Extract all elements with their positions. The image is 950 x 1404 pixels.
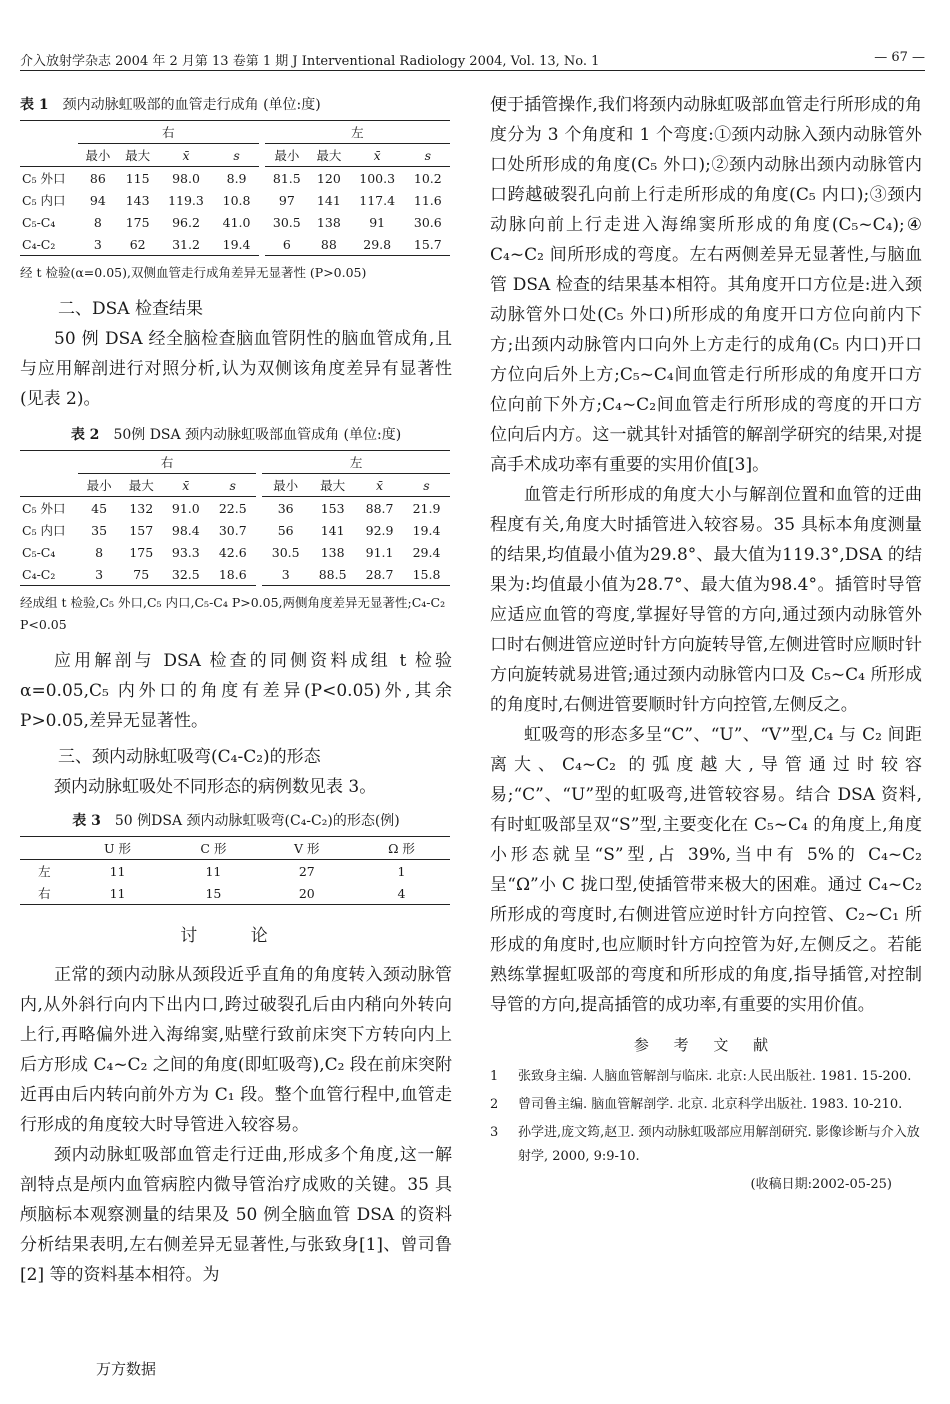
- received-date: (收稿日期:2002-05-25): [750, 1177, 892, 1192]
- table2-group-row: [20, 451, 450, 474]
- table1-cell: 8: [93, 214, 102, 230]
- table3: [20, 836, 450, 905]
- table2-row-label: C₄-C₂: [20, 563, 78, 586]
- table1-label: 表 1: [20, 97, 49, 113]
- table2-cell: 45: [91, 500, 108, 516]
- table2-cell: 29.4: [412, 544, 441, 560]
- table1-cell: 119.3: [168, 192, 204, 208]
- table2-row-label: C₅ 外口: [22, 501, 66, 516]
- table2-row: [20, 519, 450, 541]
- table2-row-label: C₅-C₄: [22, 544, 56, 560]
- table2-cell: 3: [78, 563, 120, 586]
- table1-subheader: s: [406, 144, 450, 167]
- table1-row-label: C₅ 内口: [22, 193, 66, 208]
- table1-cell: 86: [89, 170, 106, 186]
- table1-subheader: 最大: [118, 144, 158, 167]
- table2-cell: 91.0: [171, 500, 200, 516]
- table2-cell: 175: [129, 544, 154, 560]
- table1: [20, 120, 450, 256]
- table1-body: [20, 167, 450, 256]
- table2-subheader: 最大: [309, 474, 356, 497]
- table2-cell: 19.4: [412, 522, 441, 538]
- table1-cell: 10.8: [222, 192, 251, 208]
- table1-cell: 62: [118, 233, 158, 256]
- table1-cell: 100.3: [359, 170, 396, 186]
- reference-item: [490, 1065, 922, 1089]
- table3-label: 表 3: [72, 813, 101, 829]
- table2-row: [20, 541, 450, 563]
- header-journal-info: 介入放射学杂志 2004 年 2 月第 13 卷第 1 期 J Interventional Radiology 2004, Vol. 13, No. 1: [20, 54, 600, 69]
- table1-cell: 97: [278, 192, 295, 208]
- section3-paragraph: 颈内动脉虹吸处不同形态的病例数见表 3。: [54, 777, 377, 797]
- reference-item: [490, 1121, 922, 1169]
- discussion-paragraph-3: 便于插管操作,我们将颈内动脉虹吸部血管走行所形成的角度分为 3 个角度和 1 个弯度:①颈内动脉入颈内动脉管外口处所形成的角度(C₅ 外口);②颈内动脉出颈内动脉管内口跨越破裂孔向前上行走所形成的角度(C₅ 内口);③颈内动脉向前上行走进入海绵窦所形成的角度(C₅~C₄);④ C₄~C₂ 间所形成的弯度。左右两侧差异无显著性,与脑血管 DSA 检查的结果基本相符。其角度开口方位是:进入颈动脉管外口处(C₅ 外口)所形成的角度开口方位向前内下方;出颈内动脉管内口向外上方走行的成角(C₅ 内口)开口方位向后外上方;C₅~C₄间血管走行所形成的角度开口方位向前下外方;C₄~C₂间血管走行所形成的弯度的开口方位向后内方。这一就其针对插管的解剖学研究的结果,对提高手术成功率有重要的实用价值[3]。: [490, 95, 922, 475]
- table2-cell: 157: [129, 522, 154, 538]
- table3-cell: 11: [69, 882, 167, 905]
- table1-cell: 29.8: [349, 233, 406, 256]
- table3-cell: 1: [397, 863, 406, 879]
- table3-row: [20, 860, 450, 883]
- table2-cell: 42.6: [218, 544, 247, 560]
- compare-paragraph: 应用解剖与 DSA 检查的同侧资料成组 t 检验 α=0.05,C₅ 内外口的角度有差异(P<0.05)外,其余 P>0.05,差异无显著性。: [20, 651, 452, 731]
- table3-cell: 20: [261, 882, 353, 905]
- table1-row: [20, 167, 450, 190]
- reference-number: 3: [490, 1125, 499, 1140]
- table2-cell: 3: [262, 563, 309, 586]
- table2-cell: 141: [320, 522, 345, 538]
- table2-subheader: s: [209, 474, 256, 497]
- table1-cell: 115: [125, 170, 150, 186]
- discussion-title: 讨 论: [180, 926, 292, 946]
- table2-caption: [20, 424, 452, 444]
- table1-row-label: C₄-C₂: [20, 233, 78, 256]
- table2-cell: 36: [277, 500, 294, 516]
- table1-cell: 120: [316, 170, 341, 186]
- table2-row-label: C₅ 内口: [22, 523, 66, 538]
- table2-cell: 88.7: [365, 500, 394, 516]
- table3-caption: [20, 810, 452, 830]
- table2-cell: 138: [320, 544, 345, 560]
- table1-caption: [20, 94, 452, 114]
- table1-title: 颈内动脉虹吸部的血管走行成角 (单位:度): [62, 97, 321, 113]
- table3-cell: 27: [298, 863, 315, 879]
- table3-header: V 形: [261, 837, 353, 860]
- reference-text: 曾司鲁主编. 脑血管解剖学. 北京. 北京科学出版社. 1983. 10-210.: [518, 1097, 903, 1112]
- table2-cell: 18.6: [209, 563, 256, 586]
- table3-header-row: [20, 837, 450, 860]
- reference-item: [490, 1093, 922, 1117]
- table1-cell: 11.6: [413, 192, 442, 208]
- table1-subheader: x̄: [349, 144, 406, 167]
- table3-cell: 15: [166, 882, 260, 905]
- table1-cell: 98.0: [172, 170, 200, 186]
- table2-row: [20, 497, 450, 520]
- table1-group-row: [20, 121, 450, 144]
- table2-subheader: x̄: [356, 474, 403, 497]
- table3-header: Ω 形: [353, 837, 450, 860]
- table1-row: [20, 233, 450, 256]
- table1-cell: 30.6: [413, 214, 442, 230]
- section2-paragraph: 50 例 DSA 经全脑检查脑血管阴性的脑血管成角,且与应用解剖进行对照分析,认为双侧该角度差异有显著性(见表 2)。: [20, 329, 452, 409]
- table2-cell: 92.9: [365, 522, 394, 538]
- table3-row: [20, 882, 450, 905]
- table1-subheader: s: [214, 144, 258, 167]
- page-number: — 67 —: [874, 50, 925, 65]
- table1-cell: 10.2: [413, 170, 442, 186]
- table1-cell: 117.4: [359, 192, 396, 208]
- table1-subheader-row: [20, 144, 450, 167]
- table1-cell: 141: [316, 192, 341, 208]
- table2-group-left: 左: [262, 451, 450, 474]
- discussion-paragraph-4: 血管走行所形成的角度大小与解剖位置和血管的迂曲程度有关,角度大时插管进入较容易。35 具标本角度测量的结果,均值最小值为29.8°、最大值为119.3°,DSA 的结果为:均值最小值为28.7°、最大值为98.4°。插管时导管应适应血管的弯度,掌握好导管的方向,通过颈内动脉管外口时右侧进管应逆时针方向旋转导管,左侧进管时应顺时针方向旋转就易进管;通过颈内动脉管内口及 C₅~C₄ 所形成的角度时,右侧进管要顺时针方向控管,左侧反之。: [490, 485, 922, 715]
- table1-row: [20, 189, 450, 211]
- table1-cell: 30.5: [272, 214, 301, 230]
- table3-header: U 形: [69, 837, 167, 860]
- table2-cell: 15.8: [403, 563, 450, 586]
- right-column: [490, 90, 922, 1192]
- table1-cell: 3: [78, 233, 118, 256]
- table2-cell: 98.4: [171, 522, 200, 538]
- watermark: 万方数据: [96, 1360, 157, 1378]
- reference-text: 孙学进,庞文筠,赵卫. 颈内动脉虹吸部应用解剖研究. 影像诊断与介入放射学, 2000, 9:9-10.: [518, 1125, 920, 1164]
- table2-cell: 88.5: [309, 563, 356, 586]
- table2: [20, 450, 450, 586]
- table1-cell: 175: [125, 214, 150, 230]
- table1-cell: 96.2: [172, 214, 200, 230]
- table2-cell: 21.9: [412, 500, 441, 516]
- table1-cell: 31.2: [158, 233, 215, 256]
- table3-title: 50 例DSA 颈内动脉虹吸弯(C₄-C₂)的形态(例): [114, 813, 400, 829]
- table1-row-label: C₅-C₄: [22, 214, 56, 230]
- table2-title: 50例 DSA 颈内动脉虹吸部血管成角 (单位:度): [113, 427, 402, 443]
- table1-cell: 19.4: [214, 233, 258, 256]
- table1-cell: 138: [316, 214, 341, 230]
- table2-row: [20, 563, 450, 586]
- table1-cell: 143: [125, 192, 150, 208]
- table1-cell: 41.0: [222, 214, 251, 230]
- table1-cell: 91: [369, 214, 386, 230]
- table2-cell: 93.3: [171, 544, 200, 560]
- reference-text: 张致身主编. 人脑血管解剖与临床. 北京:人民出版社. 1981. 15-200.: [518, 1069, 912, 1084]
- table2-group-right: 右: [78, 451, 256, 474]
- table2-subheader: x̄: [162, 474, 209, 497]
- table2-subheader-row: [20, 474, 450, 497]
- table3-row-label: 左: [38, 864, 51, 879]
- discussion-paragraph-1: 正常的颈内动脉从颈段近乎直角的角度转入颈动脉管内,从外斜行向内下出内口,跨过破裂孔后由内稍向外转向上行,再略偏外进入海绵窦,贴壁行致前床突下方转向内上后方形成 C₄~C₂ 之间的角度(即虹吸弯),C₂ 段在前床突附近再由后内转向前外方为 C₁ 段。整个血管行程中,血管走行形成的角度较大时导管进入较容易。: [20, 965, 452, 1135]
- table1-group-right: 右: [78, 121, 259, 144]
- section2-title: 二、DSA 检查结果: [58, 299, 203, 319]
- table3-cell: 4: [353, 882, 450, 905]
- reference-number: 1: [490, 1069, 499, 1084]
- table2-body: [20, 497, 450, 586]
- reference-number: 2: [490, 1097, 499, 1112]
- table1-cell: 94: [89, 192, 106, 208]
- table3-row-label: 右: [20, 882, 69, 905]
- table2-cell: 153: [320, 500, 345, 516]
- table2-cell: 75: [120, 563, 162, 586]
- table2-subheader: 最小: [262, 474, 309, 497]
- table1-group-left: 左: [265, 121, 450, 144]
- table1-cell: 15.7: [406, 233, 450, 256]
- table3-cell: 11: [109, 863, 126, 879]
- table1-subheader: x̄: [158, 144, 215, 167]
- table2-cell: 35: [91, 522, 108, 538]
- table2-cell: 22.5: [218, 500, 247, 516]
- table2-cell: 30.5: [271, 544, 300, 560]
- table1-cell: 6: [265, 233, 309, 256]
- table2-cell: 32.5: [162, 563, 209, 586]
- table1-cell: 81.5: [272, 170, 301, 186]
- table1-cell: 8.9: [226, 170, 247, 186]
- table2-subheader: 最大: [120, 474, 162, 497]
- table2-cell: 56: [277, 522, 294, 538]
- discussion-paragraph-2: 颈内动脉虹吸部血管走行迂曲,形成多个角度,这一解剖特点是颅内血管病腔内微导管治疗成败的关键。35 具颅脑标本观察测量的结果及 50 例全脑血管 DSA 的资料分析结果表明,左右侧差异无显著性,与张致身[1]、曾司鲁[2] 等的资料基本相符。为: [20, 1145, 452, 1285]
- table1-subheader: 最小: [265, 144, 309, 167]
- table2-note: 经成组 t 检验,C₅ 外口,C₅ 内口,C₅-C₄ P>0.05,两侧角度差异无显著性;C₄-C₂ P<0.05: [20, 595, 446, 632]
- left-column: [20, 90, 452, 1290]
- table2-cell: 8: [95, 544, 104, 560]
- table1-subheader: 最大: [309, 144, 349, 167]
- table2-cell: 91.1: [365, 544, 394, 560]
- references-title: 参 考 文 献: [633, 1036, 779, 1054]
- table1-subheader: 最小: [78, 144, 118, 167]
- table2-subheader: 最小: [78, 474, 120, 497]
- table1-note: 经 t 检验(α=0.05),双侧血管走行成角差异无显著性 (P>0.05): [20, 265, 367, 280]
- table2-subheader: s: [403, 474, 450, 497]
- table1-row-label: C₅ 外口: [22, 171, 66, 186]
- table1-cell: 88: [309, 233, 349, 256]
- table2-label: 表 2: [70, 427, 100, 443]
- section3-title: 三、颈内动脉虹吸弯(C₄-C₂)的形态: [58, 747, 321, 767]
- running-header: [20, 48, 925, 71]
- table2-cell: 30.7: [218, 522, 247, 538]
- table3-header: C 形: [166, 837, 260, 860]
- table2-cell: 132: [129, 500, 154, 516]
- table1-row: [20, 211, 450, 233]
- discussion-paragraph-5: 虹吸弯的形态多呈“C”、“U”、“V”型,C₄ 与 C₂ 间距离大、C₄~C₂ 的弧度越大,导管通过时较容易;“C”、“U”型的虹吸弯,进管较容易。结合 DSA 资料,有时虹吸部呈双“S”型,主要变化在 C₅~C₄ 的角度上,角度小形态就呈“S”型,占 39%,当中有 5%的 C₄~C₂ 呈“Ω”小 C 拢口型,使插管带来极大的困难。通过 C₄~C₂ 所形成的弯度时,右侧进管应逆时针方向控管、C₂~C₁ 所形成的角度时,也应顺时针方向控管为好,左侧反之。若能熟练掌握虹吸部的弯度和所形成的角度,指导插管,对控制导管的方向,提高插管的成功率,有重要的实用价值。: [490, 725, 922, 1015]
- table3-header: [20, 837, 69, 860]
- table2-cell: 28.7: [356, 563, 403, 586]
- table3-cell: 11: [205, 863, 222, 879]
